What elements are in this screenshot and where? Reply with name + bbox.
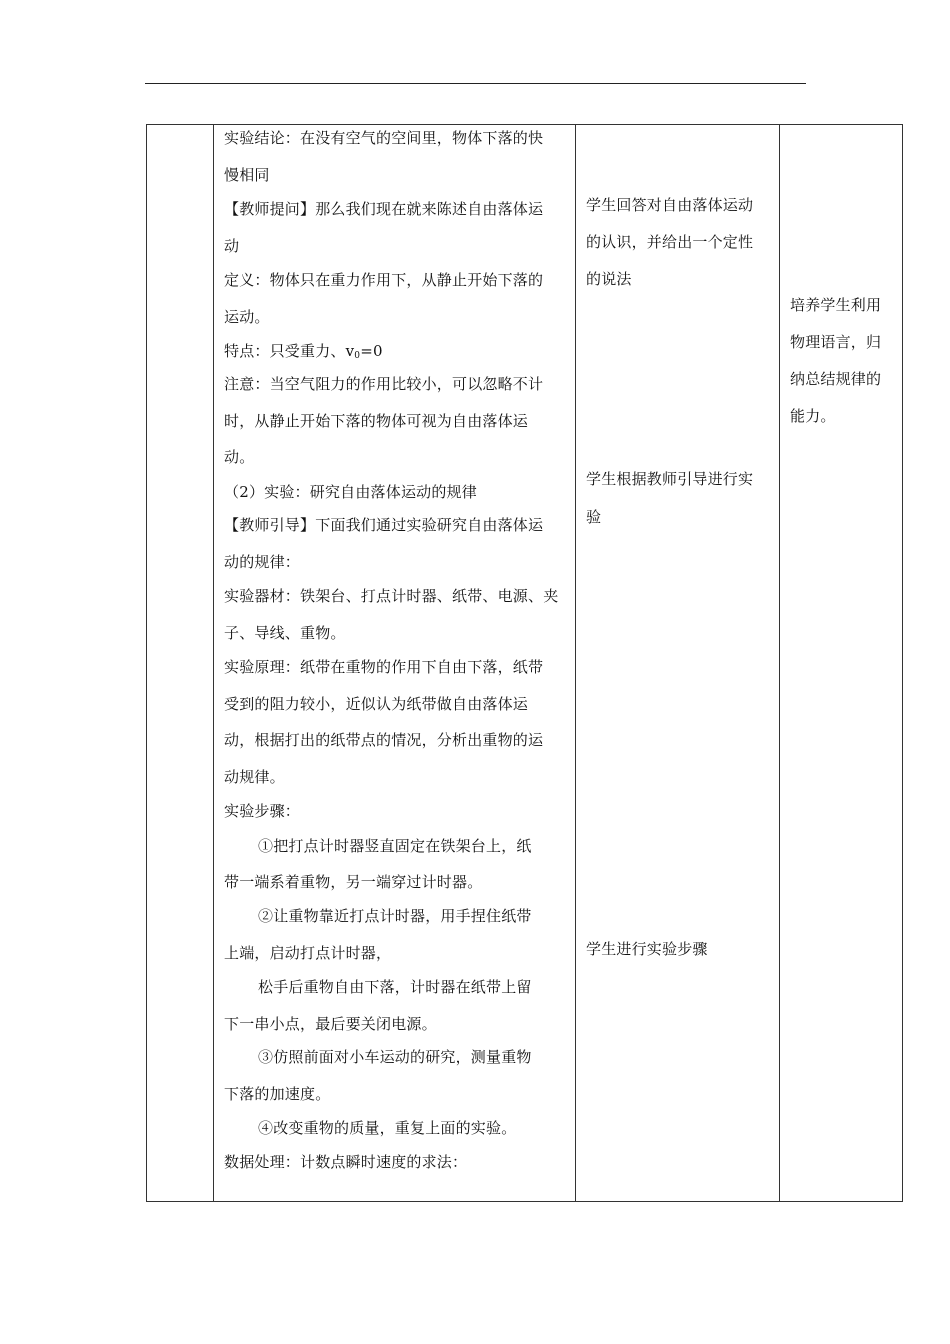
design-intent-column <box>780 125 903 1201</box>
activity-line: 下一串小点，最后要关闭电源。 <box>224 1015 437 1033</box>
activity-line: 子、导线、重物。 <box>224 624 346 642</box>
activity-line: ②让重物靠近打点计时器，用手捏住纸带 <box>258 907 532 925</box>
activity-line: 注意：当空气阻力的作用比较小，可以忽略不计 <box>224 375 544 393</box>
activity-line: 时，从静止开始下落的物体可视为自由落体运 <box>224 412 529 430</box>
activity-line: 动规律。 <box>224 768 285 786</box>
student-line: 学生根据教师引导进行实 <box>586 470 754 488</box>
activity-line: 数据处理：计数点瞬时速度的求法： <box>224 1153 468 1171</box>
student-line: 的说法 <box>586 270 632 288</box>
activity-line: 慢相同 <box>224 166 270 184</box>
v0-subscript: 0 <box>354 351 361 361</box>
teacher-activity-column <box>214 125 576 1201</box>
intent-line: 能力。 <box>790 407 836 425</box>
intent-line: 纳总结规律的 <box>790 370 882 388</box>
activity-line: ④改变重物的质量，重复上面的实验。 <box>258 1119 517 1137</box>
activity-line: 【教师提问】那么我们现在就来陈述自由落体运 <box>224 200 544 218</box>
activity-line: 运动。 <box>224 308 270 326</box>
activity-line: 【教师引导】下面我们通过实验研究自由落体运 <box>224 516 544 534</box>
activity-line: 实验器材：铁架台、打点计时器、纸带、电源、夹 <box>224 587 559 605</box>
activity-line: 松手后重物自由下落，计时器在纸带上留 <box>258 978 532 996</box>
student-line: 验 <box>586 508 602 526</box>
lesson-table <box>146 124 903 1202</box>
activity-line: 动。 <box>224 448 255 466</box>
activity-line-feature <box>224 341 383 366</box>
activity-line: 动 <box>224 237 240 255</box>
header-rule <box>145 83 806 84</box>
v0-suffix: =0 <box>360 342 383 360</box>
activity-line: 动，根据打出的纸带点的情况，分析出重物的运 <box>224 731 544 749</box>
activity-line: （2）实验：研究自由落体运动的规律 <box>224 483 477 501</box>
activity-line: 上端，启动打点计时器， <box>224 944 392 962</box>
student-activity-column <box>576 125 780 1201</box>
activity-line: 实验结论：在没有空气的空间里，物体下落的快 <box>224 129 544 147</box>
activity-line: 受到的阻力较小，近似认为纸带做自由落体运 <box>224 695 529 713</box>
activity-line: ③仿照前面对小车运动的研究，测量重物 <box>258 1048 532 1066</box>
student-line: 学生回答对自由落体运动 <box>586 196 754 214</box>
feature-text: 特点：只受重力、v <box>224 342 355 360</box>
activity-line: 实验原理：纸带在重物的作用下自由下落，纸带 <box>224 658 544 676</box>
stage-column <box>147 125 214 1201</box>
activity-line: 动的规律： <box>224 553 301 571</box>
activity-line: 带一端系着重物，另一端穿过计时器。 <box>224 873 483 891</box>
student-line: 的认识，并给出一个定性 <box>586 233 754 251</box>
activity-line: 下落的加速度。 <box>224 1085 331 1103</box>
intent-line: 物理语言，归 <box>790 333 882 351</box>
activity-line: 定义：物体只在重力作用下，从静止开始下落的 <box>224 271 544 289</box>
student-line: 学生进行实验步骤 <box>586 940 708 958</box>
intent-line: 培养学生利用 <box>790 296 882 314</box>
activity-line: ①把打点计时器竖直固定在铁架台上，纸 <box>258 837 532 855</box>
activity-line: 实验步骤： <box>224 802 301 820</box>
